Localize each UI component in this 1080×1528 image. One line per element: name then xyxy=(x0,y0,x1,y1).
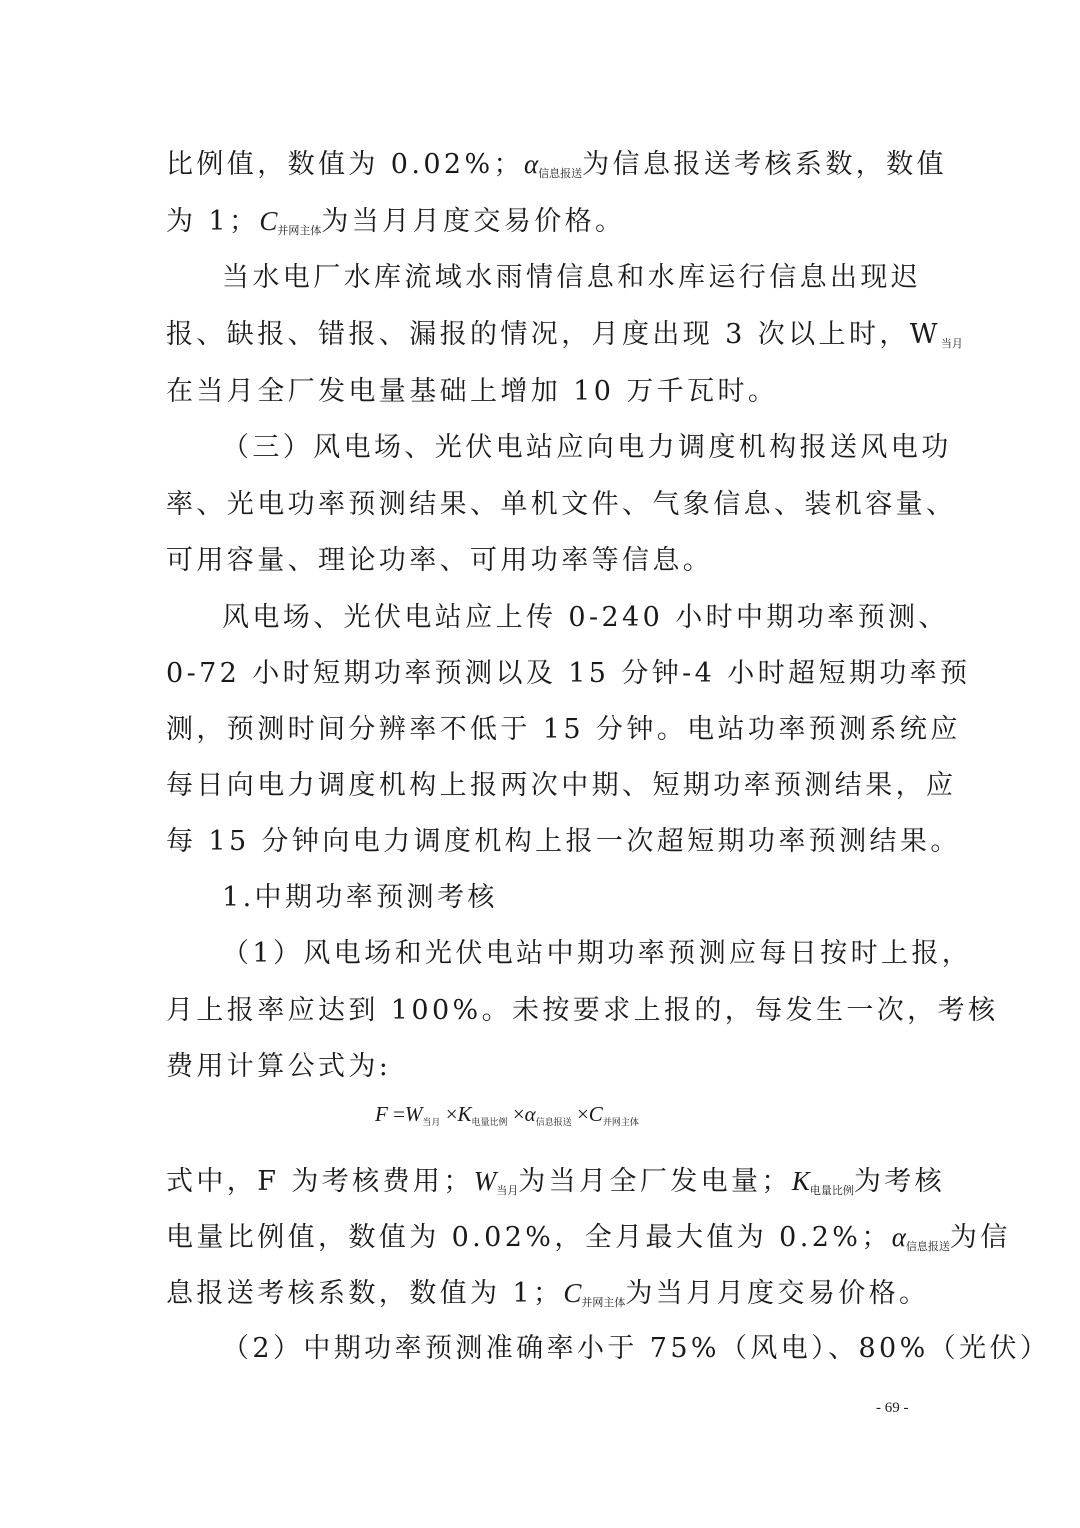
text-line: 比例值，数值为 0.02%；$\alpha_{信息报送}$为信息报送考核系数，数值 xyxy=(166,149,947,180)
text-line: 当水电厂水库流域水雨情信息和水库运行信息出现迟 xyxy=(222,262,922,293)
text-line: 每日向电力调度机构上报两次中期、短期功率预测结果，应 xyxy=(166,770,957,801)
text-line: （1）风电场和光伏电站中期功率预测应每日按时上报， xyxy=(222,938,973,969)
text-line: 可用容量、理论功率、可用功率等信息。 xyxy=(166,545,714,576)
text-line: 息报送考核系数，数值为 1；$C_{并网主体}$为当月月度交易价格。 xyxy=(166,1278,930,1309)
text-line: 费用计算公式为: xyxy=(166,1051,392,1082)
text-line: 0-72 小时短期功率预测以及 15 分钟-4 小时超短期功率预 xyxy=(166,658,971,689)
text-line: 为 1；$C_{并网主体}$为当月月度交易价格。 xyxy=(166,206,626,237)
text-line: 式中，F 为考核费用；$W_{当月}$为当月全厂发电量；$K_{电量比例}$为考核 xyxy=(166,1166,946,1197)
section-heading: （三）风电场、光伏电站应向电力调度机构报送风电功 xyxy=(222,432,952,463)
text-line: 在当月全厂发电量基础上增加 10 万千瓦时。 xyxy=(166,376,779,407)
cost-formula: $F =W_{当月} \times K_{电量比例} \times\alpha_{信息报送} \times C_{并网主体}$ xyxy=(375,1102,639,1127)
text-line: （2）中期功率预测准确率小于 75%（风电）、80%（光伏） xyxy=(222,1333,1051,1364)
text-line: 每 15 分钟向电力调度机构上报一次超短期功率预测结果。 xyxy=(166,826,961,857)
text-line: 率、光电功率预测结果、单机文件、气象信息、装机容量、 xyxy=(166,489,957,520)
text-line: 风电场、光伏电站应上传 0-240 小时中期功率预测、 xyxy=(222,602,949,633)
text-line: 月上报率应达到 100%。未按要求上报的，每发生一次，考核 xyxy=(166,995,999,1026)
text-line: 电量比例值，数值为 0.02%，全月最大值为 0.2%；$\alpha_{信息报送}$为信 xyxy=(166,1222,1011,1253)
page-number: - 69 - xyxy=(876,1400,909,1416)
text-line: 报、缺报、错报、漏报的情况，月度出现 3 次以上时，$W_{当月}$ xyxy=(166,319,963,350)
subsection-heading: 1.中期功率预测考核 xyxy=(222,882,498,913)
text-line: 测，预测时间分辨率不低于 15 分钟。电站功率预测系统应 xyxy=(166,714,961,745)
